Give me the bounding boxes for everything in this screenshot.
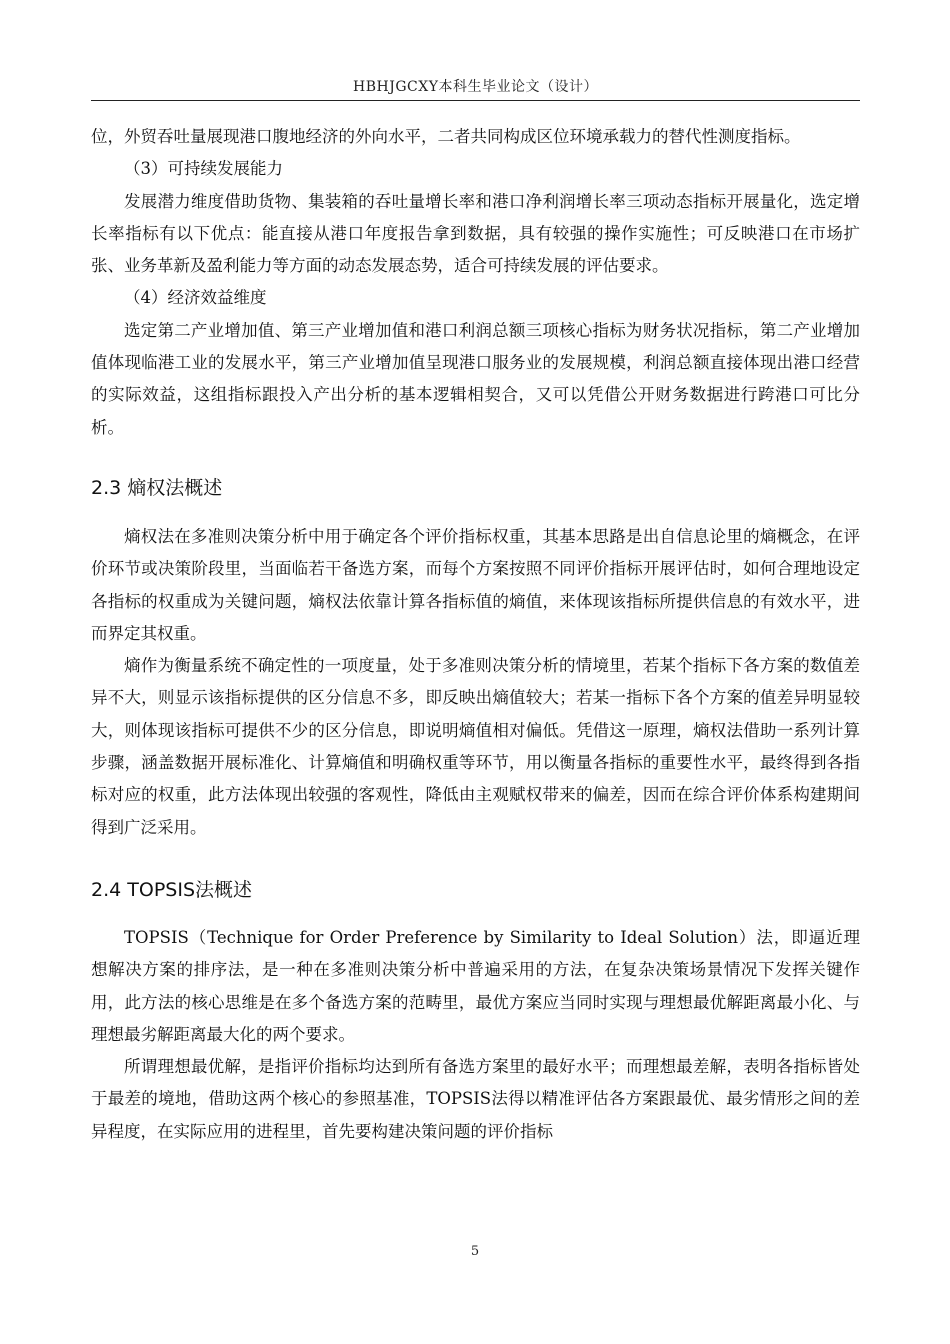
paragraph-topsis-1: TOPSIS（Technique for Order Preference by Similarity to Ideal Solution）法，即逼近理想解决方案的排序法，是一种在多准则决策分析中普遍采用的方法，在复杂决策场景情况下发挥关键作用，此方法的核心思维是在多个备选方案的范畴里，最优方案应当同时实现与理想最优解距离最小化、与理想最劣解距离最大化的两个要求。 xyxy=(91,927,860,1044)
page-number: 5 xyxy=(470,1244,480,1259)
paragraph-topsis-2: 所谓理想最优解，是指评价指标均达到所有备选方案里的最好水平；而理想最差解，表明各指标皆处于最差的境地，借助这两个核心的参照基准，TOPSIS法得以精准评估各方案跟最优、最劣情形之间的差异程度，在实际应用的进程里，首先要构建决策问题的评价指标 xyxy=(91,1057,860,1141)
paragraph-entropy-2: 熵作为衡量系统不确定性的一项度量，处于多准则决策分析的情境里，若某个指标下各方案的数值差异不大，则显示该指标提供的区分信息不多，即反映出熵值较大；若某一指标下各个方案的值差异明显较大，则体现该指标可提供不少的区分信息，即说明熵值相对偏低。凭借这一原理，熵权法借助一系列计算步骤，涵盖数据开展标准化、计算熵值和明确权重等环节，用以衡量各指标的重要性水平，最终得到各指标对应的权重，此方法体现出较强的客观性，降低由主观赋权带来的偏差，因而在综合评价体系构建期间得到广泛采用。 xyxy=(91,656,860,837)
page-header: HBHJGCXY本科生毕业论文（设计） xyxy=(91,76,860,101)
paragraph-entropy-1: 熵权法在多准则决策分析中用于确定各个评价指标权重，其基本思路是出自信息论里的熵概念，在评价环节或决策阶段里，当面临若干备选方案，而每个方案按照不同评价指标开展评估时，如何合理地设定各指标的权重成为关键问题，熵权法依靠计算各指标值的熵值，来体现该指标所提供信息的有效水平，进而界定其权重。 xyxy=(91,526,860,643)
subsection-title-sustainable-development: （3）可持续发展能力 xyxy=(124,159,283,179)
document-body xyxy=(91,121,860,1148)
section-title-entropy-weight: 2.3 熵权法概述 xyxy=(91,476,223,499)
paragraph-sustainable-development: 发展潜力维度借助货物、集装箱的吞吐量增长率和港口净利润增长率三项动态指标开展量化，选定增长率指标有以下优点：能直接从港口年度报告拿到数据，具有较强的操作实施性；可反映港口在市场扩张、业务革新及盈利能力等方面的动态发展态势，适合可持续发展的评估要求。 xyxy=(91,191,860,276)
subsection-title-economic-benefit: （4）经济效益维度 xyxy=(124,288,267,308)
section-title-topsis: 2.4 TOPSIS法概述 xyxy=(91,878,252,901)
paragraph-continued: 位，外贸吞吐量展现港口腹地经济的外向水平，二者共同构成区位环境承载力的替代性测度指标。 xyxy=(91,127,801,146)
paragraph-economic-benefit: 选定第二产业增加值、第三产业增加值和港口利润总额三项核心指标为财务状况指标，第二产业增加值体现临港工业的发展水平，第三产业增加值呈现港口服务业的发展规模，利润总额直接体现出港口经营的实际效益，这组指标跟投入产出分析的基本逻辑相契合，又可以凭借公开财务数据进行跨港口可比分析。 xyxy=(91,320,860,437)
